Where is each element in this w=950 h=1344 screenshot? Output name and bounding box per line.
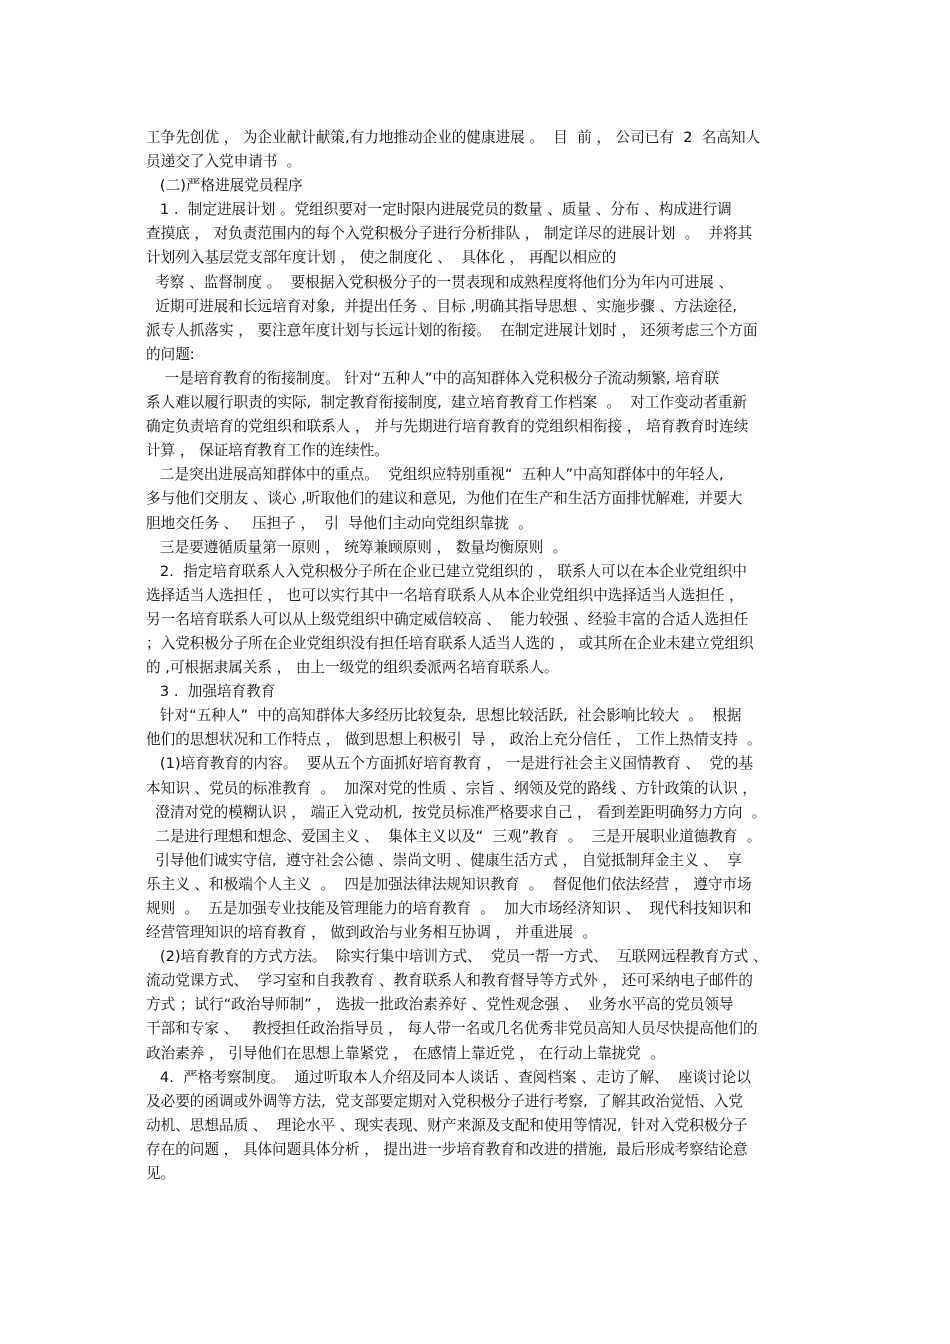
text-line: 一是培育教育的衔接制度。 针对“五种人”中的高知群体入党积极分子流动频繁, 培育联	[146, 369, 719, 387]
text-line: 针对“五种人” 中的高知群体大多经历比较复杂, 思想比较活跃, 社会影响比较大 。 根据	[146, 707, 742, 725]
text-line: 三是要遵循质量第一原则 ， 统筹兼顾原则 ， 数量均衡原则 。	[146, 538, 568, 556]
text-line: 计划列入基层党支部年度计划 ， 使之制度化 、 具体化 ， 再配以相应的	[146, 249, 617, 267]
text-line: 近期可进展和长远培育对象, 并提出任务 、目标 ,明确其指导思想 、实施步骤 、方法途径,	[146, 297, 738, 315]
text-line: 工争先创优 ， 为企业献计献策,有力地推动企业的健康进展 。 目 前 ， 公司已有 2 名高知人	[146, 129, 761, 146]
text-line: 乐主义 、和极端个人主义 。 四是加强法律法规知识教育 。 督促他们依法经营 ， 遵守市场	[146, 875, 752, 893]
text-line: 本知识 、党员的标准教育 。 加深对党的性质 、宗旨 、纲领及党的路线 、方针政策的认识 ，	[146, 779, 757, 797]
document-body	[146, 126, 816, 1186]
text-line: 流动党课方式、 学习室和自我教育 、教育联系人和教育督导等方式外 ， 还可采纳电子邮件的	[146, 972, 753, 990]
text-line: 干部和专家 、 教授担任政治指导员 ， 每人带一名或几名优秀非党员高知人员尽快提高他们的	[146, 1020, 758, 1038]
text-line: 2. 指定培育联系人入党积极分子所在企业已建立党组织的 ， 联系人可以在本企业党组织中	[146, 562, 747, 580]
text-line: 二是突出进展高知群体中的重点。 党组织应特别重视“ 五种人”中高知群体中的年轻人,	[146, 466, 724, 484]
text-line: 及必要的函调或外调等方法, 党支部要定期对入党积极分子进行考察, 了解其政治觉悟、入党	[146, 1092, 743, 1110]
text-line: 员递交了入党申请书 。	[146, 153, 302, 171]
text-line: 确定负责培育的党组织和联系人 ， 并与先期进行培育教育的党组织相衔接 ， 培育教育时连续	[146, 418, 749, 436]
text-line: 查摸底 ， 对负责范围内的每个入党积极分子进行分析排队 ， 制定详尽的进展计划 。 并将其	[146, 225, 753, 243]
text-line: (1)培育教育的内容。 要从五个方面抓好培育教育 ， 一是进行社会主义国情教育 、 党的基	[146, 755, 754, 773]
text-line: 选择适当人选担任 ， 也可以实行其中一名培育联系人从本企业党组织中选择适当人选担任 ，	[146, 586, 744, 604]
text-line: 系人难以履行职责的实际, 制定教育衔接制度, 建立培育教育工作档案 。 对工作变动者重新	[146, 394, 747, 412]
text-line: 规则 。 五是加强专业技能及管理能力的培育教育 。 加大市场经济知识 、 现代科技知识和	[146, 900, 752, 917]
text-line: 3 . 加强培育教育	[146, 683, 276, 701]
text-line: 动机、思想品质 、 理论水平 、现实表现、财产来源及支配和使用等情况, 针对入党积极分子	[146, 1116, 748, 1134]
text-line: 派专人抓落实 ， 要注意年度计划与长远计划的衔接。 在制定进展计划时 ， 还须考虑三个方面	[146, 321, 758, 339]
text-line: 政治素养 ， 引导他们在思想上靠紧党 ， 在感情上靠近党 ， 在行动上靠拢党 。	[146, 1044, 665, 1062]
text-line: 经营管理知识的培育教育 ， 做到政治与业务相互协调 ， 并重进展 。	[146, 924, 598, 942]
text-line: 二是进行理想和想念、爱国主义 、 集体主义以及“ 三观”教育 。 三是开展职业道德教育 。	[146, 827, 762, 845]
text-line: 多与他们交朋友 、谈心 ,听取他们的建议和意见, 为他们在生产和生活方面排忧解难, 并要大	[146, 490, 743, 508]
text-line: 考察 、监督制度 。 要根据入党积极分子的一贯表现和成熟程度将他们分为年内可进展 、	[146, 273, 734, 291]
text-line: 澄清对党的模糊认识 ， 端正入党动机, 按党员标准严格要求自己 ， 看到差距明确努力方向 。	[146, 803, 767, 821]
text-line: (2)培育教育的方式方法。 除实行集中培训方式、 党员一帮一方式、 互联网远程教育方式 、	[146, 948, 768, 966]
text-line: 他们的思想状况和工作特点 ， 做到思想上积极引 导 ， 政治上充分信任 ， 工作上热情支持 。	[146, 731, 762, 749]
text-line: 的问题:	[146, 345, 195, 363]
text-line: 引导他们诚实守信, 遵守社会公德 、崇尚文明 、健康生活方式 ， 自觉抵制拜金主义 、 享	[146, 851, 742, 869]
text-line: 1 . 制定进展计划 。党组织要对一定时限内进展党员的数量 、质量 、分布 、构成进行调	[146, 201, 732, 219]
text-line: 胆地交任务 、 压担子 ， 引 导他们主动向党组织靠拢 。	[146, 514, 533, 532]
text-line: 的 ,可根据隶属关系 ， 由上一级党的组织委派两名培育联系人。	[146, 659, 559, 677]
text-line: (二)严格进展党员程序	[146, 177, 303, 195]
text-line: 4. 严格考察制度。 通过听取本人介绍及同本人谈话 、查阅档案 、走访了解、 座谈讨论以	[146, 1068, 751, 1086]
text-line: 见。	[146, 1165, 176, 1183]
text-line: 另一名培育联系人可以从上级党组织中确定威信较高 、 能力较强 、经验丰富的合适人选担任	[146, 610, 749, 628]
text-line: 方式 ；试行“政治导师制” ， 选拔一批政治素养好 、党性观念强 、 业务水平高的党员领导	[146, 996, 734, 1014]
text-line: ；入党积极分子所在企业党组织没有担任培育联系人适当人选的 ， 或其所在企业未建立党组织	[146, 634, 754, 652]
text-line: 存在的问题 ， 具体问题具体分析 ， 提出进一步培育教育和改进的措施, 最后形成考察结论意	[146, 1140, 748, 1158]
text-line: 计算 ， 保证培育教育工作的连续性。	[146, 442, 389, 460]
